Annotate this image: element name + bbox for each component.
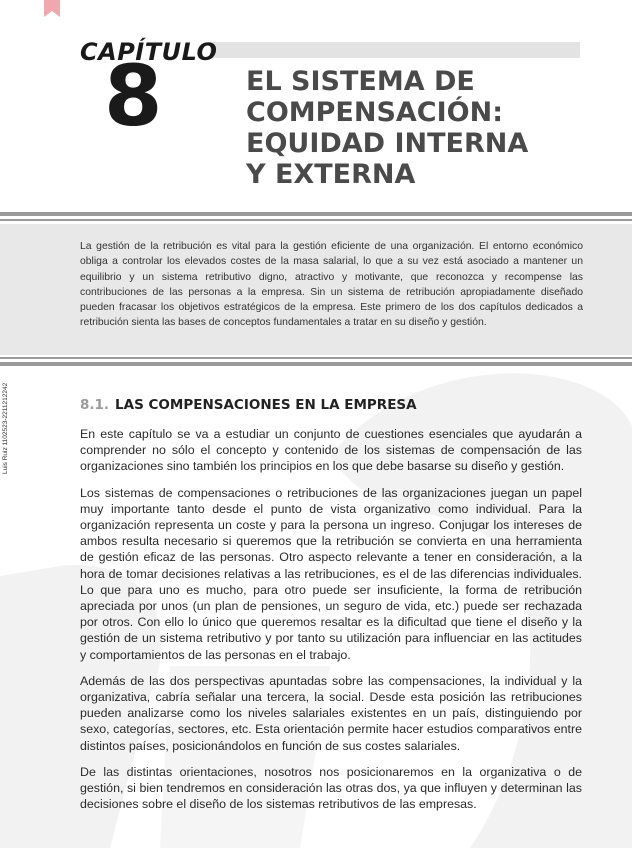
body-text <box>80 426 582 822</box>
chapter-title-line: Y EXTERNA <box>246 159 416 190</box>
bookmark-ribbon[interactable] <box>44 0 60 11</box>
side-watermark-text: Luis Ruiz 1102523-2211212242 <box>2 382 9 474</box>
body-paragraph: Los sistemas de compensaciones o retribuciones de las organizaciones juegan un papel muy importante tanto desde el punto de vista organizativo como individual. Para la organización representa un coste y para la persona un ingreso. Conjugar los intereses de ambos resulta necesario si queremos que la retribución se convierta en una herramienta de gestión eficaz de las personas. Otro aspecto relevante a tener en consideración, a la hora de tomar decisiones relativas a las retribuciones, es el de las diferencias individuales. Lo que para uno es mucho, para otro puede ser insuficiente, la forma de retribución apreciada por unos (un plan de pensiones, un seguro de vida, etc.) puede ser rechazada por otros. Con ello lo único que queremos resaltar es la dificultad que tiene el diseño y la gestión de un sistema retributivo y por tanto su utilización para influenciar en las actitudes y comportamientos de las personas en el trabajo. <box>80 485 582 662</box>
section-heading <box>80 397 417 413</box>
chapter-title-line: COMPENSACIÓN: <box>246 97 504 128</box>
chapter-label: CAPÍTULO <box>80 38 218 66</box>
divider <box>0 357 632 359</box>
divider <box>0 212 632 216</box>
divider <box>0 362 632 366</box>
header-bar <box>210 42 580 58</box>
divider <box>0 219 632 221</box>
body-paragraph: Además de las dos perspectivas apuntadas sobre las compensaciones, la individual y la organizativa, cabría señalar una tercera, la social. Desde esta posición las retribuciones pueden analizarse como los niveles salariales existentes en un país, distinguiendo por sexo, categorías, sectores, etc. Esta orientación permite hacer estudios comparativos entre distintos países, posicionándolos en función de sus costes salariales. <box>80 673 582 753</box>
chapter-title-line: EL SISTEMA DE <box>246 66 475 97</box>
section-title: LAS COMPENSACIONES EN LA EMPRESA <box>115 397 417 413</box>
chapter-title-line: EQUIDAD INTERNA <box>246 128 529 159</box>
body-paragraph: De las distintas orientaciones, nosotros nos posicionaremos en la organizativa o de gestión, si bien tendremos en consideración las otras dos, ya que influyen y determinan las decisiones sobre el diseño de los sistemas retributivos de las empresas. <box>80 764 582 812</box>
chapter-number: 8 <box>104 47 163 145</box>
abstract-text: La gestión de la retribución es vital para la gestión eficiente de una organización. El entorno económico obliga a controlar los elevados costes de la masa salarial, lo que a su vez está asociado a mantener un equilibrio y un sistema retributivo digno, atractivo y motivante, que reconozca y recompense las contribuciones de las personas a la empresa. Sin un sistema de retribución apropiadamente diseñado pueden fracasar los objetivos estratégicos de la empresa. Este primero de los dos capítulos dedicados a retribución sienta las bases de conceptos fundamentales a tratar en su diseño y gestión. <box>80 241 583 329</box>
body-paragraph: En este capítulo se va a estudiar un conjunto de cuestiones esenciales que ayudarán a comprender no sólo el concepto y contenido de los sistemas de compensación de las organizaciones sino también los principios en los que debe basarse su diseño y gestión. <box>80 427 582 474</box>
section-number: 8.1. <box>80 397 110 413</box>
chapter-title <box>246 66 528 190</box>
